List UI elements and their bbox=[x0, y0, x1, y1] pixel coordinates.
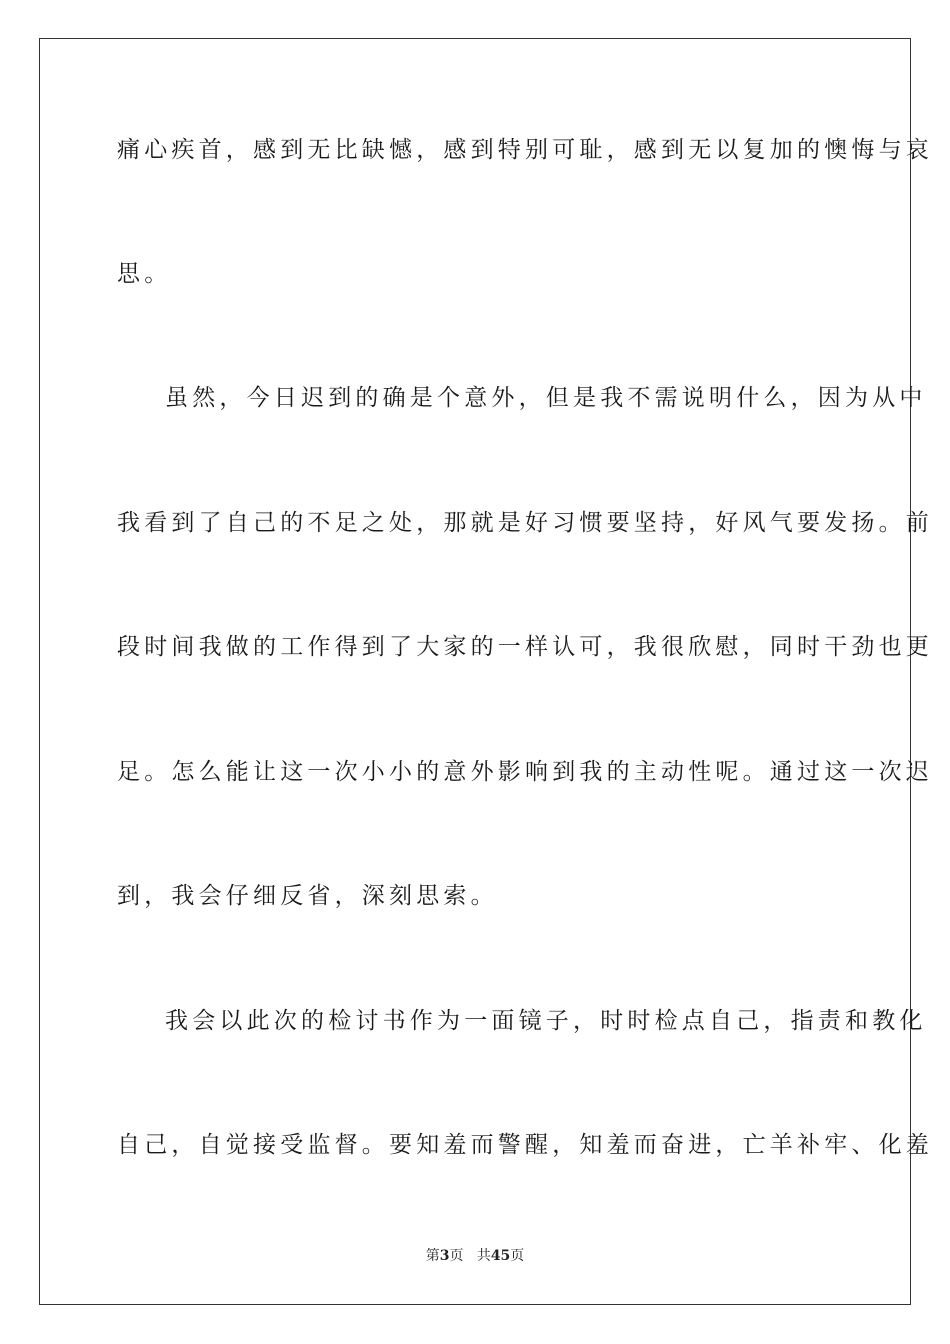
page-footer bbox=[0, 1247, 950, 1265]
text-line-6: 足。怎么能让这一次小小的意外影响到我的主动性呢。通过这一次迟 bbox=[117, 759, 933, 785]
page-border bbox=[39, 38, 933, 1305]
total-pages: 45 bbox=[490, 1248, 511, 1264]
total-suffix: 页 bbox=[510, 1248, 525, 1264]
text-line-3: 虽然，今日迟到的确是个意外，但是我不需说明什么，因为从中 bbox=[165, 385, 927, 411]
text-line-7: 到，我会仔细反省，深刻思索。 bbox=[117, 883, 498, 909]
text-line-8: 我会以此次的检讨书作为一面镜子，时时检点自己，指责和教化 bbox=[165, 1008, 927, 1034]
text-line-1: 痛心疾首，感到无比缺憾，感到特别可耻，感到无以复加的懊悔与哀 bbox=[117, 137, 933, 163]
text-line-2: 思。 bbox=[117, 261, 172, 287]
text-line-9: 自己，自觉接受监督。要知羞而警醒，知羞而奋进，亡羊补牢、化羞 bbox=[117, 1132, 933, 1158]
page-prefix: 第 bbox=[425, 1248, 440, 1264]
total-prefix: 共 bbox=[476, 1248, 491, 1264]
text-line-5: 段时间我做的工作得到了大家的一样认可，我很欣慰，同时干劲也更 bbox=[117, 634, 933, 660]
page-number: 3 bbox=[439, 1248, 450, 1264]
page-suffix: 页 bbox=[449, 1248, 464, 1264]
text-line-4: 我看到了自己的不足之处，那就是好习惯要坚持，好风气要发扬。前 bbox=[117, 510, 933, 536]
